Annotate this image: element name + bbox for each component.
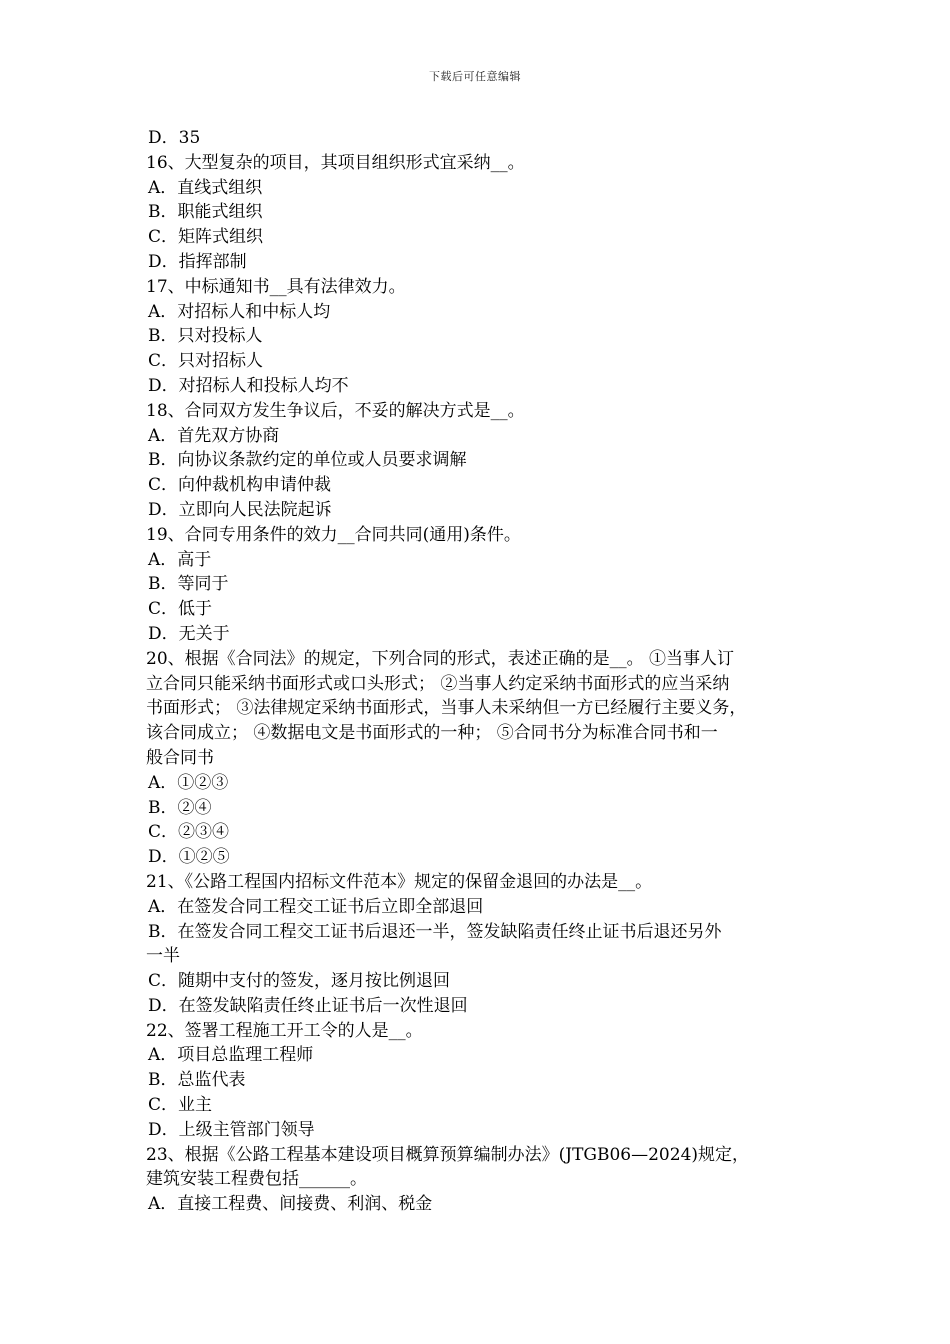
option-c-17: C．只对招标人 <box>148 351 264 372</box>
option-d-16: D．指挥部制 <box>148 251 247 272</box>
option-d-18: D．立即向人民法院起诉 <box>148 499 332 520</box>
question-20-line-4: 该合同成立； ④数据电文是书面形式的一种； ⑤合同书分为标准合同书和一 <box>146 723 718 744</box>
option-c-21: C．随期中支付的签发，逐月按比例退回 <box>148 971 451 992</box>
option-b-19: B．等同于 <box>148 574 229 595</box>
option-c-22: C．业主 <box>148 1095 213 1116</box>
option-d-20: D．①②⑤ <box>148 847 230 868</box>
question-19: 19、合同专用条件的效力__合同共同(通用)条件。 <box>146 524 521 545</box>
question-17: 17、中标通知书__具有法律效力。 <box>146 276 406 297</box>
option-b-18: B．向协议条款约定的单位或人员要求调解 <box>148 450 467 471</box>
option-d-19: D．无关于 <box>148 623 230 644</box>
question-20-line-5: 般合同书 <box>146 747 214 768</box>
option-b-22: B．总监代表 <box>148 1070 246 1091</box>
option-b-16: B．职能式组织 <box>148 202 263 223</box>
question-23-line-2: 建筑安装工程费包括______。 <box>146 1169 367 1190</box>
question-16: 16、大型复杂的项目，其项目组织形式宜采纳__。 <box>146 152 525 173</box>
option-b-17: B．只对投标人 <box>148 326 263 347</box>
option-c-18: C．向仲裁机构申请仲裁 <box>148 475 332 496</box>
option-a-18: A．首先双方协商 <box>148 425 280 446</box>
option-a-22: A．项目总监理工程师 <box>148 1045 314 1066</box>
option-a-16: A．直线式组织 <box>148 177 263 198</box>
question-20-line-3: 书面形式； ③法律规定采纳书面形式，当事人未采纳但一方已经履行主要义务， <box>146 698 747 719</box>
option-d-17: D．对招标人和投标人均不 <box>148 375 349 396</box>
option-d-21: D．在签发缺陷责任终止证书后一次性退回 <box>148 995 468 1016</box>
option-c-20: C．②③④ <box>148 822 230 843</box>
option-b-21-line-1: B．在签发合同工程交工证书后退还一半，签发缺陷责任终止证书后退还另外 <box>148 921 722 942</box>
option-c-19: C．低于 <box>148 599 213 620</box>
option-d-15: D．35 <box>148 128 201 148</box>
option-a-17: A．对招标人和中标人均 <box>148 301 331 322</box>
option-d-22: D．上级主管部门领导 <box>148 1119 315 1140</box>
option-a-20: A．①②③ <box>148 772 229 793</box>
question-20-line-1: 20、根据《合同法》的规定，下列合同的形式，表述正确的是__。 ①当事人订 <box>146 648 735 669</box>
option-a-21: A．在签发合同工程交工证书后立即全部退回 <box>148 896 484 917</box>
question-23-line-1: 23、根据《公路工程基本建设项目概算预算编制办法》(JTGB06—2024)规定， <box>146 1144 750 1165</box>
question-18: 18、合同双方发生争议后，不妥的解决方式是__。 <box>146 400 525 421</box>
question-21: 21、《公路工程国内招标文件范本》规定的保留金退回的办法是__。 <box>146 871 653 892</box>
option-a-19: A．高于 <box>148 549 212 570</box>
option-b-21-line-2: 一半 <box>146 946 180 967</box>
document-body <box>146 126 818 1217</box>
question-20-line-2: 立合同只能采纳书面形式或口头形式； ②当事人约定采纳书面形式的应当采纳 <box>146 673 730 694</box>
option-a-23: A．直接工程费、间接费、利润、税金 <box>148 1194 433 1215</box>
option-b-20: B．②④ <box>148 797 212 818</box>
question-22: 22、签署工程施工开工令的人是__。 <box>146 1020 423 1041</box>
option-c-16: C．矩阵式组织 <box>148 227 264 248</box>
page-header: 下载后可任意编辑 <box>429 70 521 83</box>
